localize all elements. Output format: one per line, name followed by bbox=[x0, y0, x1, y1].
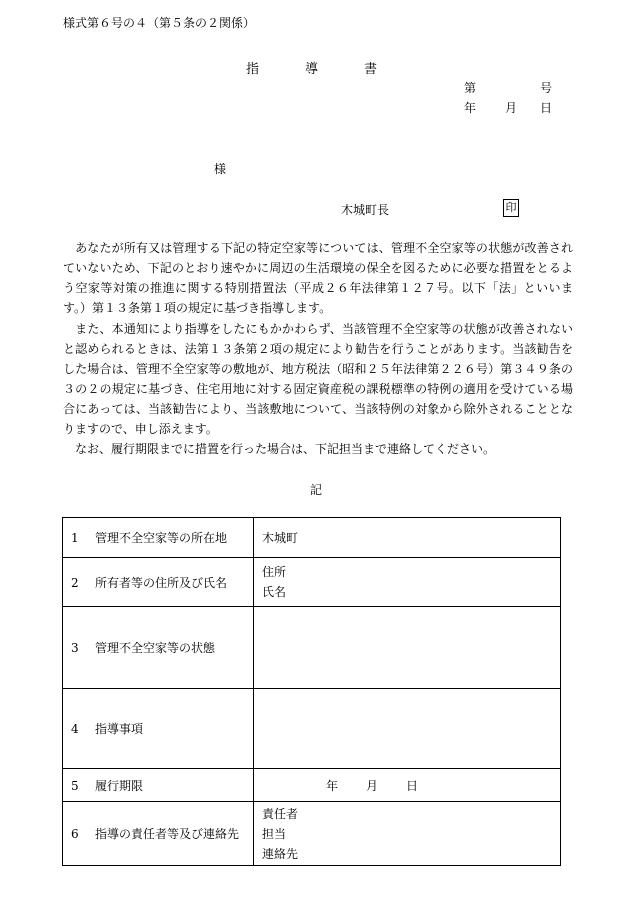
body-paragraph-3: なお、履行期限までに措置を行った場合は、下記担当まで連絡してください。 bbox=[63, 442, 496, 456]
document-number-prefix: 第 bbox=[464, 81, 477, 95]
title-char: 指 bbox=[246, 62, 260, 77]
body-paragraph-2: また、本通知により指導をしたにもかかわらず、当該管理不全空家等の状態が改善されないと認められるときは、法第１３条第２項の規定により勧告を行うことがあります。当該勧告をした場合は、管理不全空家等の敷地が、地方税法（昭和２５年法律第２２６号）第３４９条の３の２の規定に基づき、住宅用地に対する固定資産税の課税標準の特例の適用を受けている場合にあっては、当該勧告により、当該敷地について、当該特例の対象から除外されることとなりますので、申し添えます。 bbox=[63, 322, 573, 436]
row-label: 5 履行期限 bbox=[63, 769, 254, 802]
date-day: 日 bbox=[540, 101, 553, 115]
document-number-suffix: 号 bbox=[540, 81, 553, 95]
title-char: 書 bbox=[364, 62, 378, 77]
title-char: 導 bbox=[305, 62, 319, 77]
row-label: 2 所有者等の住所及び氏名 bbox=[63, 558, 254, 607]
table-row bbox=[63, 689, 561, 769]
row-value bbox=[254, 689, 561, 769]
table-row bbox=[63, 558, 561, 607]
seal-mark: 印 bbox=[503, 199, 519, 217]
row-label: 6 指導の責任者等及び連絡先 bbox=[63, 802, 254, 866]
row-value bbox=[254, 607, 561, 689]
table-row bbox=[63, 607, 561, 689]
row-value: 住所 氏名 bbox=[254, 558, 561, 607]
issuer-name: 木城町長 bbox=[341, 203, 390, 217]
date-month: 月 bbox=[505, 101, 518, 115]
row-value: 年 月 日 bbox=[254, 769, 561, 802]
date-year: 年 bbox=[464, 101, 477, 115]
row-value: 木城町 bbox=[254, 518, 561, 558]
details-table bbox=[62, 517, 561, 866]
document-title bbox=[246, 63, 377, 76]
table-row bbox=[63, 518, 561, 558]
row-label: 4 指導事項 bbox=[63, 689, 254, 769]
table-row bbox=[63, 769, 561, 802]
row-label: 1 管理不全空家等の所在地 bbox=[63, 518, 254, 558]
row-label: 3 管理不全空家等の状態 bbox=[63, 607, 254, 689]
body-paragraph-1: あなたが所有又は管理する下記の特定空家等については、管理不全空家等の状態が改善されていないため、下記のとおり速やかに周辺の生活環境の保全を図るために必要な措置をとるよう空家等対策の推進に関する特別措置法（平成２６年法律第１２７号。以下「法」といいます。）第１３条第１項の規定に基づき指導します。 bbox=[63, 241, 573, 315]
ki-heading: 記 bbox=[310, 483, 323, 497]
addressee-honorific: 様 bbox=[214, 162, 227, 176]
row-value: 責任者 担当 連絡先 bbox=[254, 802, 561, 866]
form-number: 様式第６号の４（第５条の２関係） bbox=[63, 16, 256, 30]
table-row bbox=[63, 802, 561, 866]
